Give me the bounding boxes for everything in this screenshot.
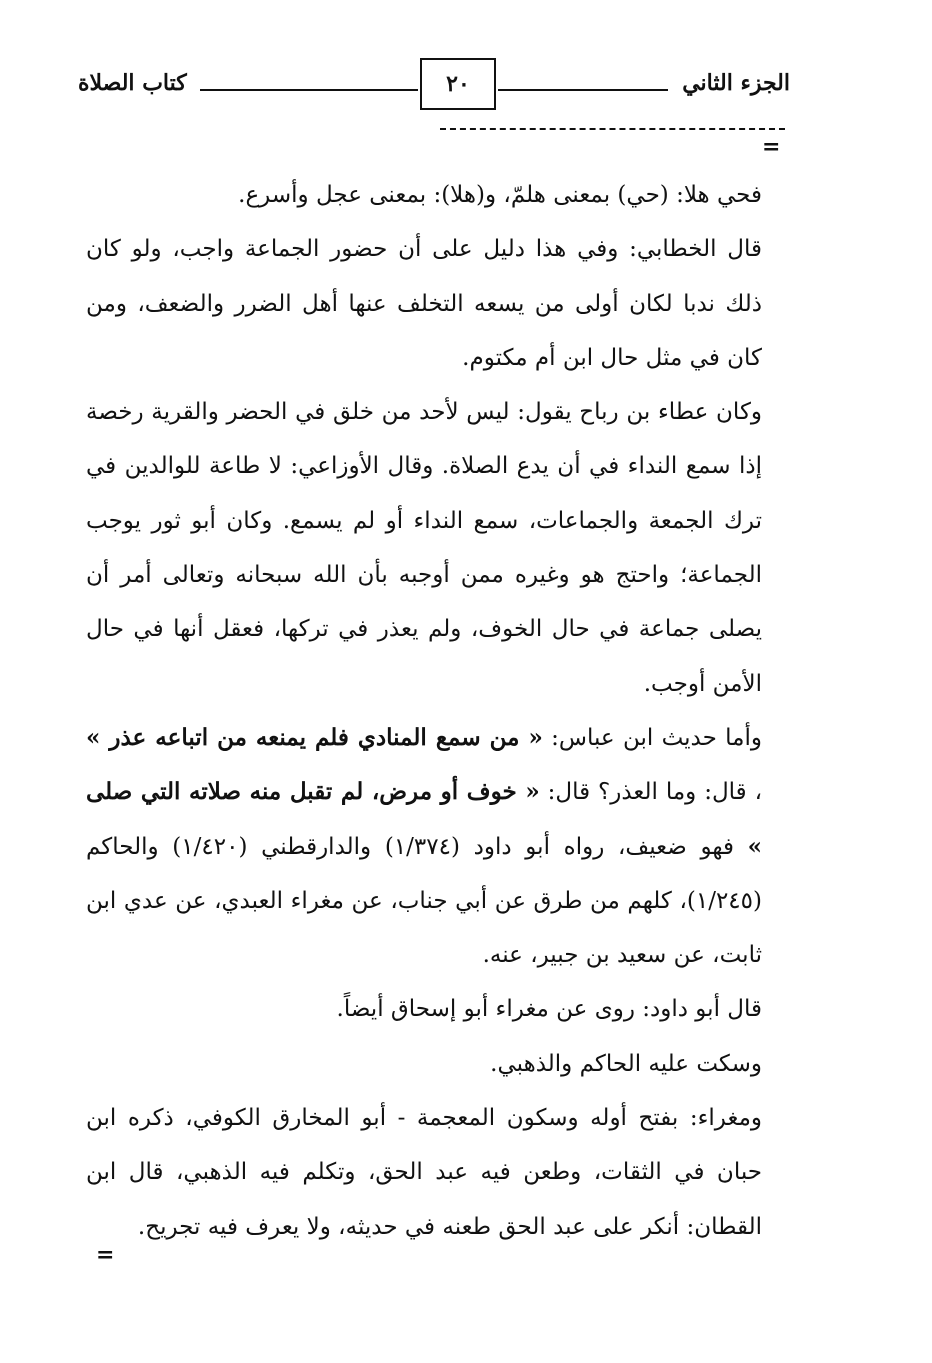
- paragraph-hakim-dhahabi: وسكت عليه الحاكم والذهبي.: [490, 1050, 762, 1077]
- hadith-quote-2: « خوف أو مرض، لم تقبل منه صلاته التي صلى »: [86, 778, 762, 860]
- paragraph-abu-dawud: قال أبو داود: روى عن مغراء أبو إسحاق أيضاً.: [336, 996, 762, 1023]
- hadith-middle: ، قال: وما العذر؟ قال:: [539, 779, 763, 806]
- header-rule-left: [200, 89, 418, 91]
- page-number: ٢٠: [446, 71, 470, 97]
- header-book-title: كتاب الصلاة: [78, 70, 187, 96]
- header-part-title: الجزء الثاني: [682, 70, 790, 96]
- hadith-quote-1: « من سمع المنادي فلم يمنعه من اتباعه عذر »: [86, 723, 543, 751]
- continuation-mark-top: =: [762, 134, 781, 160]
- hadith-takhrij: فهو ضعيف، رواه أبو داود (١/٣٧٤) والدارقطني (١/٤٢٠) والحاكم (١/٢٤٥)، كلهم من طرق عن أبي جناب، عن مغراء العبدي، عن عدي ابن ثابت، عن سعيد بن جبير، عنه.: [86, 833, 762, 969]
- page-number-box: [420, 58, 496, 110]
- paragraph-khattabi: قال الخطابي: وفي هذا دليل على أن حضور الجماعة واجب، ولو كان ذلك ندبا لكان أولى من يسعه التخلف عنها أهل الضرر والضعف، ومن كان في مثل حال ابن أم مكتوم.: [86, 236, 762, 371]
- paragraph-hala-meaning: فحي هلا: (حي) بمعنى هلمّ، و(هلا): بمعنى عجل وأسرع.: [238, 182, 762, 208]
- page-header: [78, 58, 790, 114]
- paragraph-mughra: ومغراء: بفتح أوله وسكون المعجمة - أبو المخارق الكوفي، ذكره ابن حبان في الثقات، وطعن فيه عبد الحق، وتكلم فيه الذهبي، قال ابن القطان: أنكر على عبد الحق طعنه في حديثه، ولا يعرف فيه تجريح.: [86, 1105, 762, 1240]
- hadith-intro: وأما حديث ابن عباس:: [542, 724, 762, 751]
- header-dashed-rule: [440, 128, 785, 130]
- paragraph-ata-awzai: وكان عطاء بن رباح يقول: ليس لأحد من خلق في الحضر والقرية رخصة إذا سمع النداء في أن يدع الصلاة. وقال الأوزاعي: لا طاعة للوالدين في ترك الجمعة والجماعات، سمع النداء أو لم يسمع. وكان أبو ثور يوجب الجماعة؛ واحتج هو وغيره ممن أوجبه بأن الله سبحانه وتعالى أمر أن يصلى جماعة في حال الخوف، ولم يعذر في تركها، فعقل أنها في حال الأمن أوجب.: [86, 399, 762, 697]
- paragraph-ibn-abbas-hadith: [86, 711, 762, 982]
- continuation-mark-bottom: =: [96, 1242, 115, 1268]
- header-rule-right: [498, 89, 668, 91]
- body-text: [86, 168, 762, 1254]
